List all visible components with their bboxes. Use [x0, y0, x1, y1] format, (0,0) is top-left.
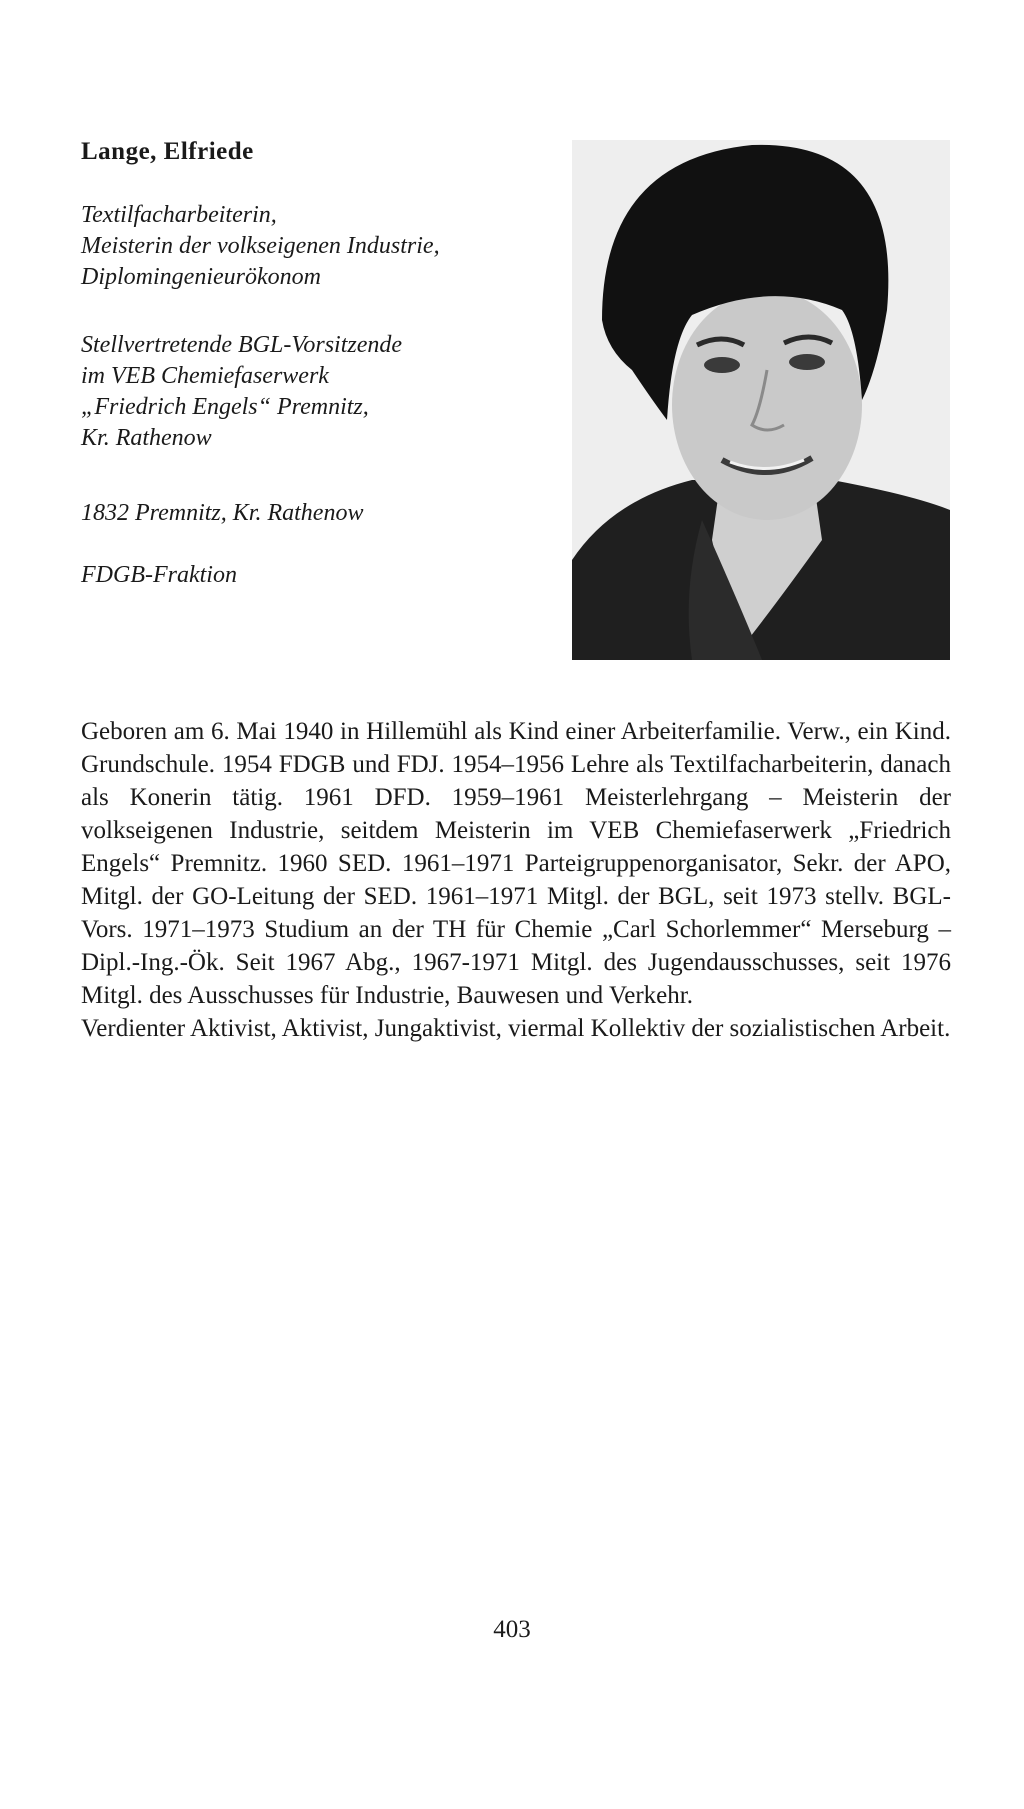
- portrait-icon: [572, 140, 950, 660]
- position: [81, 330, 402, 454]
- person-name: Lange, Elfriede: [81, 138, 254, 165]
- biography: [81, 715, 951, 1045]
- position-line: Kr. Rathenow: [81, 425, 212, 451]
- biography-text: Geboren am 6. Mai 1940 in Hillemühl als Kind einer Arbeiterfamilie. Verw., ein Kind. Grundschule. 1954 FDGB und FDJ. 1954–1956 Lehre als Textilfacharbeiterin, danach als Konerin tätig. 1961 DFD. 1959–1961 Meisterlehrgang – Meisterin der volkseigenen Industrie, seitdem Meisterin im VEB Chemiefaserwerk „Friedrich Engels“ Premnitz. 1960 SED. 1961–1971 Parteigruppenorganisator, Sekr. der APO, Mitgl. der GO-Leitung der SED. 1961–1971 Mitgl. der BGL, seit 1973 stellv. BGL-Vors. 1971–1973 Studium an der TH für Chemie „Carl Schorlemmer“ Merseburg – Dipl.-Ing.-Ök. Seit 1967 Abg., 1967-1971 Mitgl. des Jugendausschusses, seit 1976 Mitgl. des Ausschusses für Industrie, Bauwesen und Verkehr.: [81, 718, 951, 1009]
- awards-text: Verdienter Aktivist, Aktivist, Jungaktivist, viermal Kollektiv der sozialistischen Arbeit.: [81, 1015, 951, 1042]
- position-line: Stellvertretende BGL-Vorsitzende: [81, 332, 403, 358]
- occupations: [81, 200, 440, 293]
- position-line: „Friedrich Engels“ Premnitz,: [81, 394, 369, 420]
- occupation-line: Meisterin der volkseigenen Industrie,: [81, 233, 440, 259]
- occupation-line: Textilfacharbeiterin,: [81, 202, 277, 228]
- page-number: 403: [493, 1616, 531, 1643]
- faction: FDGB-Fraktion: [81, 562, 237, 588]
- occupation-line: Diplomingenieurökonom: [81, 264, 321, 290]
- address: 1832 Premnitz, Kr. Rathenow: [81, 500, 364, 526]
- position-line: im VEB Chemiefaserwerk: [81, 363, 329, 389]
- portrait-photo: [572, 140, 950, 660]
